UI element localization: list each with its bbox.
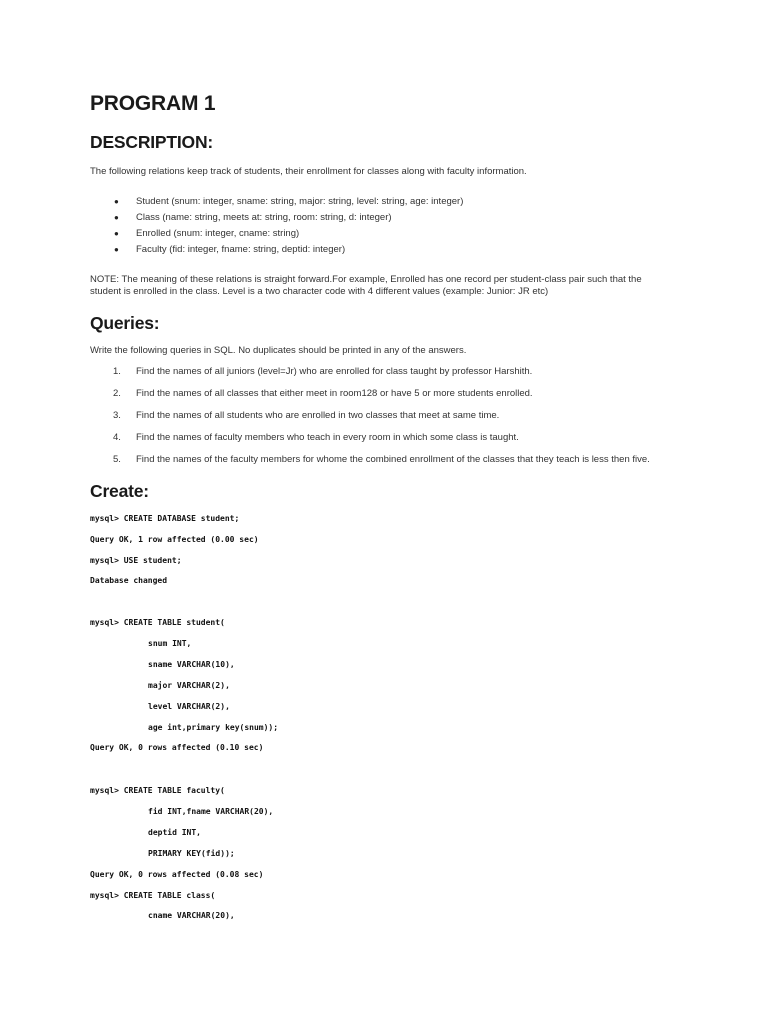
code-line: Query OK, 1 row affected (0.00 sec): [90, 535, 259, 544]
code-line: sname VARCHAR(10),: [148, 660, 235, 669]
queries-intro: Write the following queries in SQL. No duplicates should be printed in any of the answers.: [90, 345, 467, 356]
code-line: deptid INT,: [148, 828, 201, 837]
list-item: Find the names of all juniors (level=Jr) who are enrolled for class taught by professor Harshith.: [136, 366, 533, 377]
code-line: cname VARCHAR(20),: [148, 911, 235, 920]
list-item-number: 2.: [113, 388, 121, 399]
code-line: mysql> CREATE DATABASE student;: [90, 514, 240, 523]
list-item-number: 3.: [113, 410, 121, 421]
list-item: Enrolled (snum: integer, cname: string): [136, 228, 300, 239]
list-item-number: 1.: [113, 366, 121, 377]
list-item: Faculty (fid: integer, fname: string, deptid: integer): [136, 244, 346, 255]
code-line: Query OK, 0 rows affected (0.10 sec): [90, 743, 264, 752]
code-line: age int,primary key(snum));: [148, 723, 279, 732]
list-item-number: 4.: [113, 432, 121, 443]
bullet-icon: ●: [114, 213, 119, 222]
bullet-icon: ●: [114, 197, 119, 206]
queries-heading: Queries:: [90, 313, 160, 333]
description-heading: DESCRIPTION:: [90, 132, 214, 152]
code-line: mysql> CREATE TABLE student(: [90, 618, 225, 627]
description-intro: The following relations keep track of students, their enrollment for classes along with faculty information.: [90, 166, 527, 177]
code-line: fid INT,fname VARCHAR(20),: [148, 807, 274, 816]
note-line-2: student is enrolled in the class. Level is a two character code with 4 different values (example: Junior: JR etc): [90, 286, 549, 297]
code-line: major VARCHAR(2),: [148, 681, 230, 690]
list-item: Class (name: string, meets at: string, room: string, d: integer): [136, 212, 392, 223]
code-line: level VARCHAR(2),: [148, 702, 230, 711]
note-line-1: NOTE: The meaning of these relations is straight forward.For example, Enrolled has one record per student-class pair such that the: [90, 274, 642, 285]
code-line: mysql> USE student;: [90, 556, 182, 565]
bullet-icon: ●: [114, 229, 119, 238]
code-line: snum INT,: [148, 639, 192, 648]
code-line: Query OK, 0 rows affected (0.08 sec): [90, 870, 264, 879]
list-item-number: 5.: [113, 454, 121, 465]
list-item: Find the names of all students who are enrolled in two classes that meet at same time.: [136, 410, 500, 421]
code-line: mysql> CREATE TABLE faculty(: [90, 786, 225, 795]
code-line: mysql> CREATE TABLE class(: [90, 891, 216, 900]
code-line: PRIMARY KEY(fid));: [148, 849, 235, 858]
list-item: Find the names of all classes that either meet in room128 or have 5 or more students enrolled.: [136, 388, 533, 399]
code-line: Database changed: [90, 576, 168, 585]
list-item: Find the names of the faculty members for whome the combined enrollment of the classes that they teach is less then five.: [136, 454, 650, 465]
page-title: PROGRAM 1: [90, 92, 216, 115]
list-item: Find the names of faculty members who teach in every room in which some class is taught.: [136, 432, 519, 443]
create-heading: Create:: [90, 481, 149, 501]
bullet-icon: ●: [114, 245, 119, 254]
list-item: Student (snum: integer, sname: string, major: string, level: string, age: integer): [136, 196, 464, 207]
